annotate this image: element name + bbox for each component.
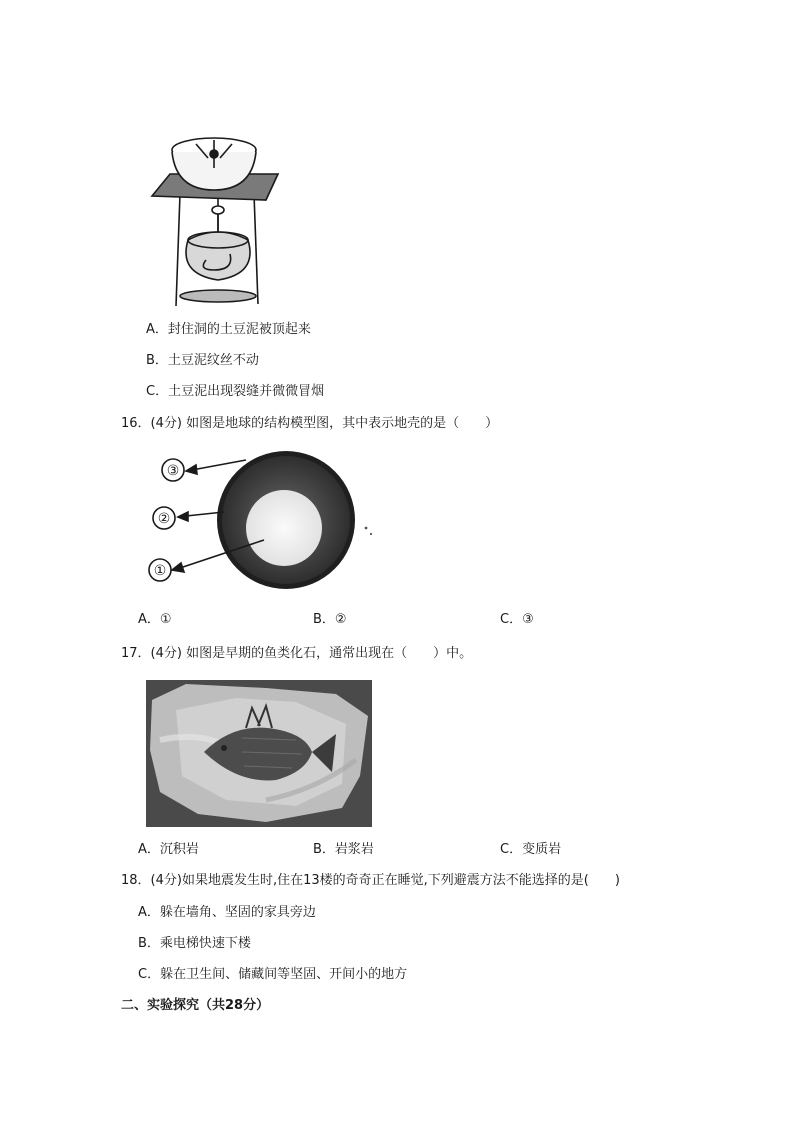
- q15-apparatus-figure: [148, 128, 288, 308]
- q18-option-c: C．躲在卫生间、储藏间等坚固、开间小的地方: [138, 967, 408, 982]
- q18-option-a: A．躲在墙角、坚固的家具旁边: [138, 905, 316, 920]
- q16-option-c: C．③: [500, 612, 534, 627]
- q15-option-b: B．土豆泥纹丝不动: [146, 353, 259, 368]
- q18-option-b: B．乘电梯快速下楼: [138, 936, 251, 951]
- q15-option-c: C．土豆泥出现裂缝并微微冒烟: [146, 384, 325, 399]
- q18-stem: 18．(4分)如果地震发生时,住在13楼的奇奇正在睡觉,下列避震方法不能选择的是( ): [121, 873, 620, 888]
- q17-stem: 17．(4分) 如图是早期的鱼类化石，通常出现在（ ）中。: [121, 646, 473, 661]
- label-1: ①: [153, 563, 167, 579]
- q17-option-a: A．沉积岩: [138, 842, 199, 857]
- q17-option-b: B．岩浆岩: [313, 842, 374, 857]
- q16-stem: 16．(4分) 如图是地球的结构模型图，其中表示地壳的是（ ）: [121, 416, 499, 431]
- label-3: ③: [166, 463, 180, 479]
- earth-core-circle: [246, 490, 322, 566]
- q16-option-a: A．①: [138, 612, 172, 627]
- q17-option-c: C．变质岩: [500, 842, 562, 857]
- section-2-title: 二、实验探究（共28分）: [121, 998, 270, 1013]
- fish-fossil-photo: [146, 680, 372, 827]
- q15-option-a: A．封住洞的土豆泥被顶起来: [146, 322, 311, 337]
- earth-structure-diagram: [140, 448, 390, 598]
- q16-option-b: B．②: [313, 612, 347, 627]
- label-2: ②: [157, 511, 171, 527]
